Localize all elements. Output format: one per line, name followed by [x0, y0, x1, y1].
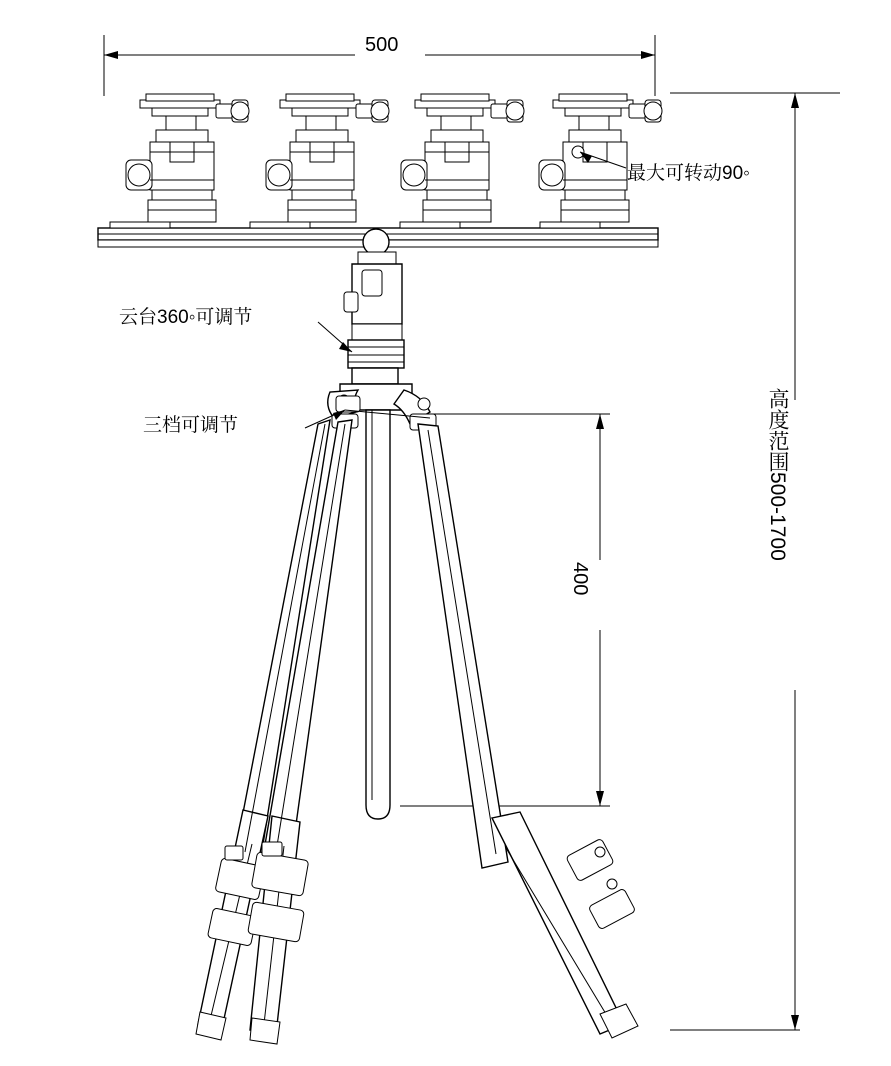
- dimension-height-range: [670, 93, 840, 1030]
- ball-head-unit-3: [401, 94, 524, 222]
- dimension-label-leg-spread: 400: [569, 562, 591, 596]
- dimension-label-height-range: 高度范围500-1700: [766, 388, 789, 561]
- annotation-rotation: 最大可转动90◦: [627, 163, 750, 184]
- annotation-ball-head: 云台360◦可调节: [119, 307, 253, 328]
- annotation-three-stage: 三档可调节: [143, 415, 239, 436]
- dimension-label-top-width: 500: [365, 34, 399, 56]
- ball-head-unit-1: [126, 94, 249, 222]
- ball-head-unit-2: [266, 94, 389, 222]
- center-ball-head: [344, 229, 404, 384]
- leg-right: [418, 424, 638, 1038]
- center-column: [366, 410, 390, 819]
